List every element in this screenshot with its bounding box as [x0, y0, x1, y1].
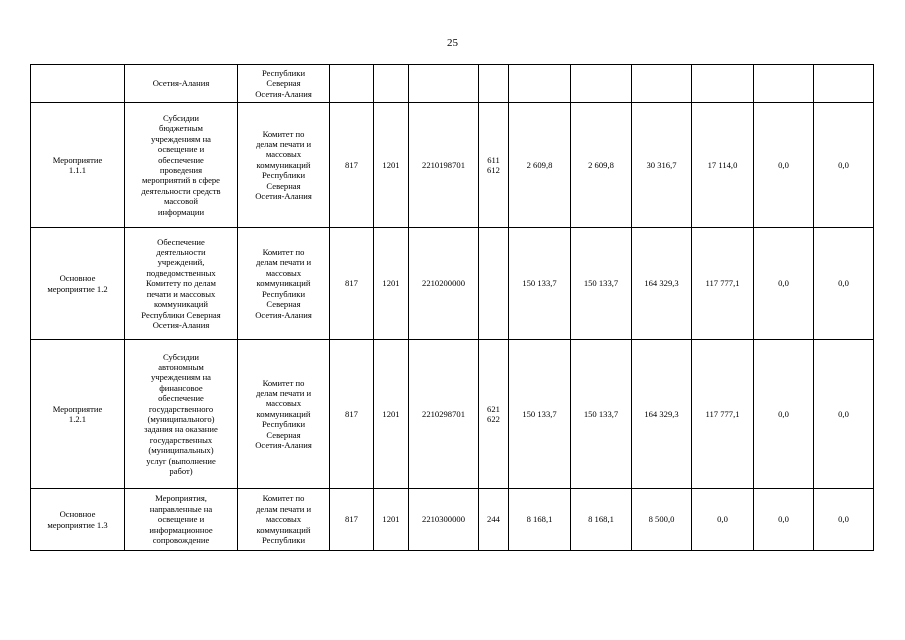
cell-value-1: 150 133,7: [509, 340, 571, 489]
cell-name: Основное мероприятие 1.3: [31, 489, 125, 551]
cell-value-5: 0,0: [754, 340, 814, 489]
cell-description: Субсидии бюджетным учреждениям на освещение и обеспечение проведения мероприятий в сфере деятельности средств массовой информации: [125, 103, 238, 228]
cell-grbs: 817: [330, 489, 374, 551]
cell-value-6: 0,0: [814, 228, 874, 340]
cell-executor: Республики Северная Осетия-Алания: [238, 65, 330, 103]
cell-description: Осетия-Алания: [125, 65, 238, 103]
cell-name: Мероприятие 1.1.1: [31, 103, 125, 228]
cell-value-2: 150 133,7: [571, 228, 632, 340]
cell-executor: Комитет по делам печати и массовых коммуникаций Республики Северная Осетия-Алания: [238, 103, 330, 228]
cell-name: [31, 65, 125, 103]
cell-value-4: 117 777,1: [692, 228, 754, 340]
cell-value-1: 8 168,1: [509, 489, 571, 551]
cell-executor: Комитет по делам печати и массовых коммуникаций Республики Северная Осетия-Алания: [238, 228, 330, 340]
cell-grbs: 817: [330, 103, 374, 228]
cell-value-3: [632, 65, 692, 103]
cell-rzpr: 1201: [374, 340, 409, 489]
cell-value-3: 30 316,7: [632, 103, 692, 228]
cell-value-6: [814, 65, 874, 103]
cell-value-6: 0,0: [814, 103, 874, 228]
cell-value-3: 164 329,3: [632, 228, 692, 340]
cell-vr: [479, 228, 509, 340]
budget-table: [30, 64, 874, 551]
cell-value-2: 8 168,1: [571, 489, 632, 551]
cell-vr: 611 612: [479, 103, 509, 228]
cell-value-2: [571, 65, 632, 103]
cell-value-4: 117 777,1: [692, 340, 754, 489]
cell-value-3: 8 500,0: [632, 489, 692, 551]
cell-value-5: [754, 65, 814, 103]
table-row: [31, 65, 874, 103]
page-number: 25: [447, 37, 458, 49]
cell-value-4: [692, 65, 754, 103]
cell-value-2: 150 133,7: [571, 340, 632, 489]
cell-name: Основное мероприятие 1.2: [31, 228, 125, 340]
cell-csr: [409, 65, 479, 103]
cell-rzpr: [374, 65, 409, 103]
cell-value-5: 0,0: [754, 103, 814, 228]
cell-executor: Комитет по делам печати и массовых коммуникаций Республики: [238, 489, 330, 551]
cell-rzpr: 1201: [374, 103, 409, 228]
table-row: [31, 103, 874, 228]
cell-value-3: 164 329,3: [632, 340, 692, 489]
cell-description: Мероприятия, направленные на освещение и информационное сопровождение: [125, 489, 238, 551]
cell-csr: 2210300000: [409, 489, 479, 551]
cell-vr: [479, 65, 509, 103]
cell-value-1: [509, 65, 571, 103]
cell-rzpr: 1201: [374, 489, 409, 551]
table-row: [31, 489, 874, 551]
cell-vr: 244: [479, 489, 509, 551]
cell-grbs: [330, 65, 374, 103]
cell-csr: 2210200000: [409, 228, 479, 340]
cell-vr: 621 622: [479, 340, 509, 489]
cell-value-5: 0,0: [754, 228, 814, 340]
cell-value-2: 2 609,8: [571, 103, 632, 228]
cell-description: Субсидии автономным учреждениям на финансовое обеспечение государственного (муниципального) задания на оказание государственных (муниципальных) услуг (выполнение работ): [125, 340, 238, 489]
cell-value-1: 2 609,8: [509, 103, 571, 228]
cell-value-4: 0,0: [692, 489, 754, 551]
cell-value-5: 0,0: [754, 489, 814, 551]
cell-grbs: 817: [330, 340, 374, 489]
cell-grbs: 817: [330, 228, 374, 340]
cell-name: Мероприятие 1.2.1: [31, 340, 125, 489]
cell-value-4: 17 114,0: [692, 103, 754, 228]
cell-csr: 2210198701: [409, 103, 479, 228]
cell-value-6: 0,0: [814, 489, 874, 551]
cell-value-1: 150 133,7: [509, 228, 571, 340]
cell-executor: Комитет по делам печати и массовых коммуникаций Республики Северная Осетия-Алания: [238, 340, 330, 489]
cell-value-6: 0,0: [814, 340, 874, 489]
table-row: [31, 228, 874, 340]
cell-csr: 2210298701: [409, 340, 479, 489]
table-row: [31, 340, 874, 489]
cell-description: Обеспечение деятельности учреждений, подведомственных Комитету по делам печати и массовых коммуникаций Республики Северная Осетия-Алания: [125, 228, 238, 340]
cell-rzpr: 1201: [374, 228, 409, 340]
